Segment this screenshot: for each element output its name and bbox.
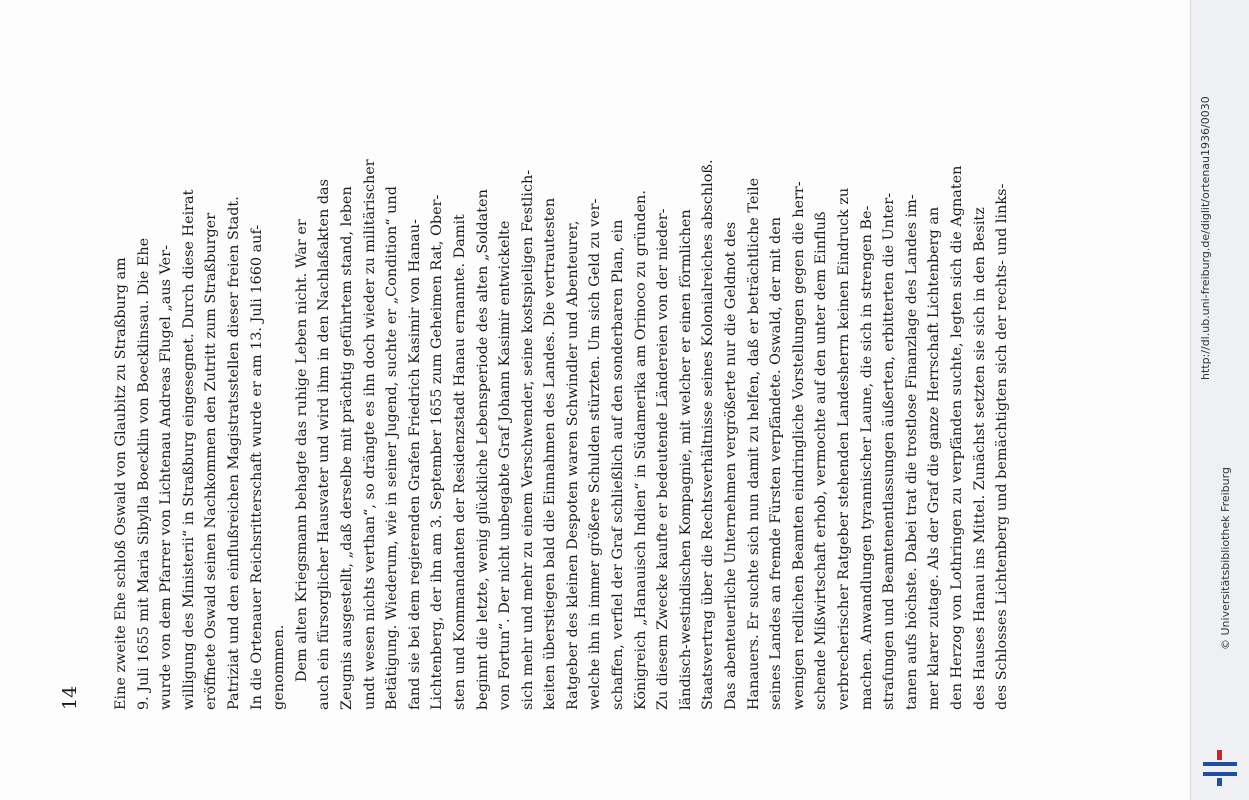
library-logo-icon [1201,748,1239,788]
text-line: welche ihn in immer größere Schulden stürzten. Um sich Geld zu ver- [587,198,604,710]
text-line: beginnt die letzte, wenig glückliche Lebensperiode des alten „Soldaten [474,189,491,710]
text-line: von Fortun“. Der nicht unbegabte Graf Johann Kasimir entwickelte [497,220,514,710]
text-line: undt wesen nichts verthan“, so drängte es ihn doch wieder zu militärischer [361,159,378,710]
page-content-rotated [50,30,1140,770]
text-line: Betätigung. Wiederum, wie in seiner Jugend, suchte er „Condition“ und [384,186,401,710]
logo-bar-blue-3 [1217,778,1222,786]
text-line: Ratgeber des kleinen Despoten waren Schwindler und Abenteurer, [564,220,581,710]
text-line: mer klarer zutage. Als der Graf die ganze Herrschaft Lichtenberg an [926,206,943,710]
logo-bar-blue-1 [1203,762,1237,766]
text-line: sich mehr und mehr zu einem Verschwender, seine kostspieligen Festlich- [519,169,536,710]
source-url[interactable]: http://dl.ub.uni-freiburg.de/diglit/ortenau1936/0030 [1199,96,1212,380]
text-line: 9. Juli 1655 mit Maria Sibylla Boecklin von Boecklinsau. Die Ehe [135,237,152,710]
text-line: machen. Anwandlungen tyrannischer Laune, die sich in strengen Be- [858,205,875,710]
logo-bar-red [1217,750,1222,760]
text-line: wenigen redlichen Beamten eindringliche Vorstellungen gegen die herr- [790,181,807,710]
text-line: genommen. [271,624,288,710]
text-line: Zu diesem Zwecke kaufte er bedeutende Ländereien von der nieder- [655,208,672,710]
text-line: ländisch-westindischen Kompagnie, mit welcher er einen förmlichen [677,209,694,710]
text-line: Königreich „Hanauisch Indien“ in Südamerika am Orinoco zu gründen. [632,190,649,710]
text-line: Eine zweite Ehe schloß Oswald von Glaubitz zu Straßburg am [113,257,129,710]
text-line: des Hauses Hanau ins Mittel. Zunächst setzten sie sich in den Besitz [971,207,988,710]
copyright-notice: © Universitätsbibliothek Freiburg [1219,467,1232,650]
page-number: 14 [59,685,81,710]
text-line: tanen aufs höchste. Dabei trat die trostlose Finanzlage des Landes im- [903,194,920,710]
text-line: auch ein fürsorglicher Hausvater und wird ihm in den Nachlaßakten das [316,179,333,710]
text-line: Hanauers. Er suchte sich nun damit zu helfen, daß er beträchtliche Teile [745,177,762,710]
text-line: sten und Kommandanten der Residenzstadt Hanau ernannte. Damit [451,214,468,710]
text-line: willigung des Ministerii“ in Straßburg eingesegnet. Durch diese Heirat [180,189,197,710]
text-line: Staatsvertrag über die Rechtsverhältnisse seines Kolonialreiches abschloß. [700,159,717,710]
text-line: schende Mißwirtschaft erhob, vermochte auf den unter dem Einfluß [813,211,830,710]
text-line: wurde von dem Pfarrer von Lichtenau Andreas Flugel „aus Ver- [158,245,175,710]
text-line: fand sie bei dem regierenden Grafen Friedrich Kasimir von Hanau- [406,219,423,710]
text-line: verbrecherischer Ratgeber stehenden Landesherrn keinen Eindruck zu [836,187,852,710]
library-sidebar [1190,0,1249,800]
text-line: Zeugnis ausgestellt, „daß derselbe mit prächtig geführtem stand, leben [338,186,355,710]
text-line: schaffen, verfiel der Graf schließlich auf den sonderbaren Plan, ein [610,219,627,710]
logo-bar-blue-2 [1203,772,1237,776]
text-line: eröffnete Oswald seinen Nachkommen den Zutritt zum Straßburger [203,212,220,710]
text-line: seines Landes an fremde Fürsten verpfändete. Oswald, der mit den [768,216,785,710]
text-line: des Schlosses Lichtenberg und bemächtigten sich der rechts- und links- [994,183,1011,710]
text-line: keiten überstiegen bald die Einnahmen des Landes. Die vertrautesten [542,197,559,710]
text-line: strafungen und Beamtenentlassungen äußerten, erbitterten die Unter- [881,192,898,710]
text-line: den Herzog von Lothringen zu verpfänden suchte, legten sich die Agnaten [948,165,965,710]
text-line: Lichtenberg, der ihn am 3. September 1655 zum Geheimen Rat, Ober- [429,194,446,710]
text-line: Das abenteuerliche Unternehmen vergrößerte nur die Geldnot des [723,221,740,710]
body-text [110,50,1014,710]
text-line: Dem alten Kriegsmann behagte das ruhige Leben nicht. War er [293,219,310,682]
text-line: In die Ortenauer Reichsritterschaft wurde er am 13. Juli 1660 auf- [248,224,265,710]
text-line: Patriziat und den einflußreichen Magistratsstellen dieser freien Stadt. [225,196,242,710]
